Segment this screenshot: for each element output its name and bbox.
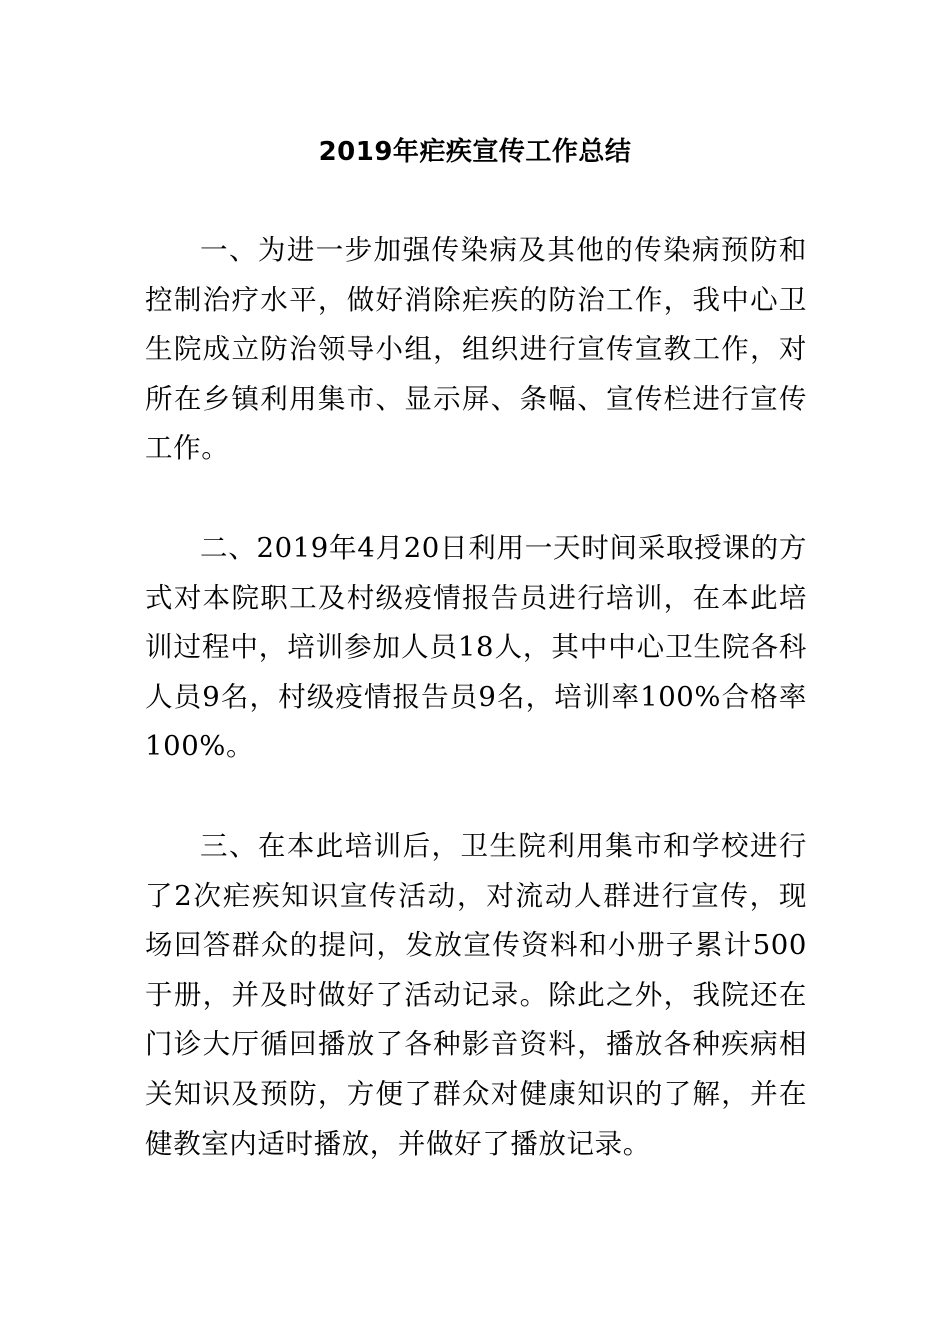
paragraph-3: 三、在本此培训后，卫生院利用集市和学校进行了2次疟疾知识宣传活动，对流动人群进行宣传，现场回答群众的提问，发放宣传资料和小册子累计500于册，并及时做好了活动记录。除此之外，我院还在门诊大厅循回播放了各种影音资料，播放各种疾病相关知识及预防，方便了群众对健康知识的了解，并在健教室内适时播放，并做好了播放记录。	[145, 830, 807, 1160]
document-title: 2019年疟疾宣传工作总结	[318, 137, 632, 167]
paragraph-1: 一、为进一步加强传染病及其他的传染病预防和控制治疗水平，做好消除疟疾的防治工作，我中心卫生院成立防治领导小组，组织进行宣传宣教工作，对所在乡镇利用集市、显示屏、条幅、宣传栏进行宣传工作。	[145, 234, 807, 465]
paragraph-2: 二、2019年4月20日利用一天时间采取授课的方式对本院职工及村级疫情报告员进行培训，在本此培训过程中，培训参加人员18人，其中中心卫生院各科人员9名，村级疫情报告员9名，培训率100%合格率100%。	[145, 532, 807, 763]
